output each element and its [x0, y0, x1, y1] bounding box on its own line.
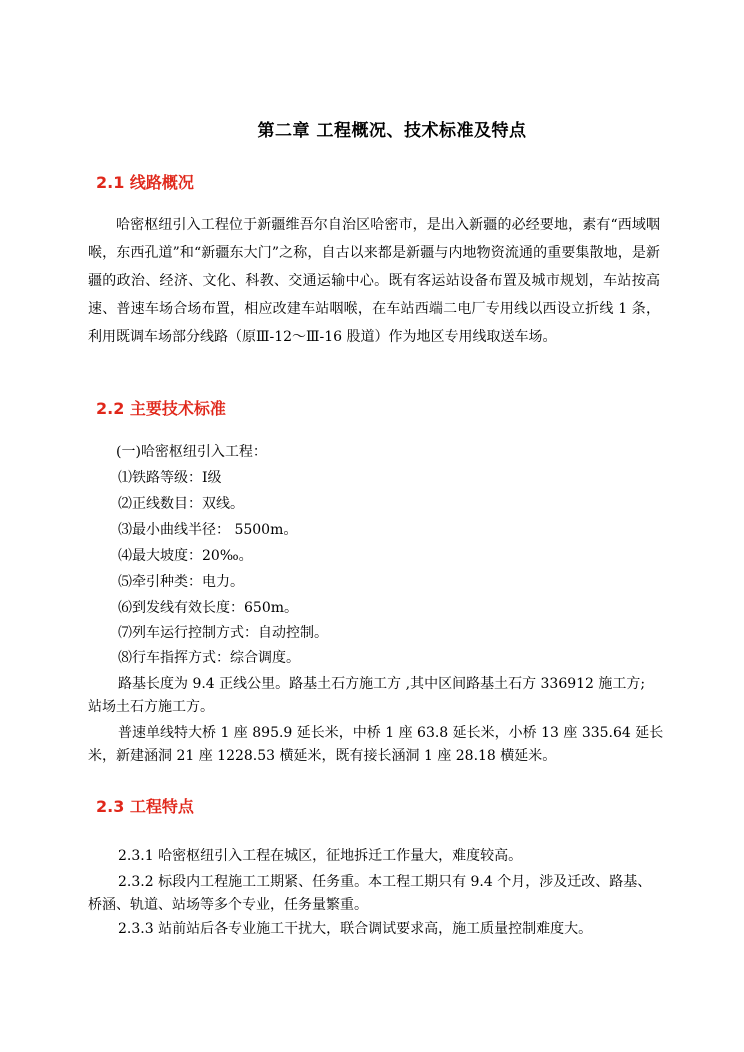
standard-item-0: (一)哈密枢纽引入工程： — [116, 444, 267, 460]
subgrade-line-1: 路基长度为 9.4 正线公里。路基土石方施工方 ,其中区间路基土石方 336912 施工方; — [118, 676, 646, 692]
standard-item-3: ⑶最小曲线半径： 5500m。 — [118, 522, 298, 538]
standard-item-6: ⑹到发线有效长度：650m。 — [118, 600, 298, 616]
section-heading-2-1: 2.1 线路概况 — [96, 173, 194, 192]
section-heading-2-2: 2.2 主要技术标准 — [96, 399, 226, 418]
standard-item-4: ⑷最大坡度：20‰。 — [118, 548, 253, 564]
route-overview-paragraph: 哈密枢纽引入工程位于新疆维吾尔自治区哈密市，是出入新疆的必经要地，素有“西域咽喉，东西孔道”和“新疆东大门”之称，自古以来都是新疆与内地物资流通的重要集散地，是新疆的政治、经济、文化、科教、交通运输中心。既有客运站设备布置及城市规划，车站按高速、普速车场合场布置，相应改建车站咽喉，在车站西端二电厂专用线以西设立折线 1 条，利用既调车场部分线路（原Ⅲ-12～Ⅲ-16 股道）作为地区专用线取送车场。 — [88, 217, 660, 345]
standard-item-8: ⑻行车指挥方式：综合调度。 — [118, 650, 300, 666]
feature-2-3-2-line-1: 2.3.2 标段内工程施工工期紧、任务重。本工程工期只有 9.4 个月，涉及迁改、路基、 — [118, 874, 652, 890]
standard-item-7: ⑺列车运行控制方式：自动控制。 — [118, 625, 328, 641]
chapter-title: 第二章 工程概况、技术标准及特点 — [257, 121, 527, 141]
feature-2-3-2-line-2: 桥涵、轨道、站场等多个专业，任务量繁重。 — [88, 897, 368, 913]
feature-2-3-1: 2.3.1 哈密枢纽引入工程在城区，征地拆迁工作量大，难度较高。 — [118, 848, 523, 864]
subgrade-line-2: 站场土石方施工方。 — [88, 699, 214, 715]
feature-2-3-3: 2.3.3 站前站后各专业施工干扰大，联合调试要求高，施工质量控制难度大。 — [118, 921, 593, 937]
bridge-line-1: 普速单线特大桥 1 座 895.9 延长米，中桥 1 座 63.8 延长米，小桥 13 座 335.64 延长 — [118, 725, 664, 741]
standard-item-2: ⑵正线数目：双线。 — [118, 496, 244, 512]
standard-item-5: ⑸牵引种类：电力。 — [118, 574, 244, 590]
section-heading-2-3: 2.3 工程特点 — [96, 797, 194, 816]
bridge-line-2: 米，新建涵洞 21 座 1228.53 横延米，既有接长涵洞 1 座 28.18 横延米。 — [88, 748, 557, 764]
standard-item-1: ⑴铁路等级：Ⅰ级 — [118, 470, 222, 486]
